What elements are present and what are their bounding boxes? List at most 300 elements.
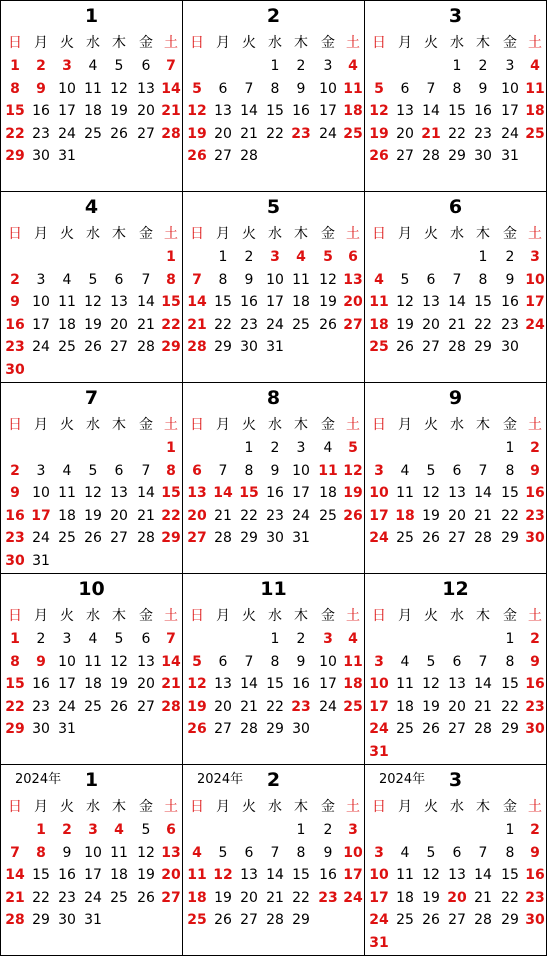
day-cell: 22 <box>292 889 310 906</box>
day-cell: 28 <box>161 125 181 142</box>
month-panel <box>183 574 365 765</box>
day-cell: 23 <box>5 339 25 356</box>
weekday-label: 水 <box>268 417 282 433</box>
day-cell: 10 <box>319 80 337 97</box>
weekday-label: 月 <box>398 35 412 51</box>
weekday-label: 土 <box>528 799 542 815</box>
day-cell: 27 <box>448 721 466 738</box>
day-cell: 11 <box>318 462 338 479</box>
day-cell: 21 <box>240 698 258 715</box>
weekday-label: 土 <box>164 226 178 242</box>
day-cell: 9 <box>296 653 306 670</box>
day-cell: 25 <box>84 698 102 715</box>
weekday-label: 金 <box>139 799 153 815</box>
day-cell: 16 <box>525 867 545 884</box>
month-panel <box>365 765 547 956</box>
day-cell: 27 <box>214 721 232 738</box>
weekday-label: 木 <box>294 799 308 815</box>
day-cell: 22 <box>240 507 258 524</box>
day-cell: 2 <box>296 631 306 647</box>
day-cell: 29 <box>32 912 50 929</box>
weekday-label: 金 <box>139 226 153 242</box>
day-cell: 24 <box>32 339 50 356</box>
day-cell: 15 <box>501 867 519 884</box>
weekday-label: 土 <box>528 608 542 624</box>
weekday-label: 日 <box>372 608 386 624</box>
day-cell: 7 <box>218 462 228 479</box>
day-cell: 23 <box>240 316 258 333</box>
day-cell: 6 <box>244 844 254 861</box>
day-cell: 5 <box>192 653 202 670</box>
day-cell: 18 <box>84 676 102 693</box>
day-cell: 23 <box>525 889 545 906</box>
day-cell: 7 <box>478 844 488 861</box>
day-grid <box>365 819 547 955</box>
day-cell: 26 <box>319 316 337 333</box>
weekday-label: 水 <box>86 417 100 433</box>
day-cell: 17 <box>343 867 363 884</box>
day-cell: 8 <box>166 462 176 479</box>
day-cell: 18 <box>84 103 102 120</box>
day-cell: 10 <box>32 485 50 502</box>
day-cell: 16 <box>525 676 545 693</box>
day-cell: 18 <box>58 507 76 524</box>
day-cell: 18 <box>343 676 363 693</box>
weekday-label: 月 <box>34 226 48 242</box>
day-cell: 12 <box>110 653 128 670</box>
day-cell: 1 <box>452 58 462 74</box>
day-cell: 26 <box>137 889 155 906</box>
day-cell: 1 <box>505 822 515 838</box>
day-cell: 23 <box>5 530 25 547</box>
month-number: 2 <box>266 5 281 27</box>
weekday-label: 火 <box>424 35 438 51</box>
weekday-label: 金 <box>139 417 153 433</box>
day-cell: 11 <box>84 653 102 670</box>
weekday-label: 土 <box>528 226 542 242</box>
day-cell: 3 <box>36 271 46 288</box>
day-cell: 9 <box>296 80 306 97</box>
day-cell: 8 <box>10 80 20 97</box>
day-cell: 26 <box>187 721 207 738</box>
weekday-label: 月 <box>34 799 48 815</box>
weekday-label: 金 <box>139 35 153 51</box>
day-cell: 14 <box>137 294 155 311</box>
day-cell: 3 <box>374 462 384 479</box>
day-cell: 20 <box>422 316 440 333</box>
day-cell: 28 <box>187 339 207 356</box>
day-cell: 31 <box>369 935 389 951</box>
weekday-label: 日 <box>8 35 22 51</box>
day-cell: 13 <box>110 294 128 311</box>
weekday-header <box>183 414 365 436</box>
weekday-label: 月 <box>34 608 48 624</box>
day-cell: 22 <box>501 698 519 715</box>
day-cell: 15 <box>266 103 284 120</box>
month-panel <box>1 1 183 192</box>
day-cell: 28 <box>5 912 25 929</box>
month-number: 5 <box>266 196 281 218</box>
month-panel <box>183 383 365 574</box>
day-cell: 30 <box>474 148 492 165</box>
day-cell: 21 <box>161 676 181 693</box>
day-cell: 29 <box>292 912 310 929</box>
day-cell: 8 <box>36 844 46 861</box>
day-cell: 5 <box>426 462 436 479</box>
day-cell: 31 <box>84 912 102 929</box>
day-cell: 11 <box>396 867 414 884</box>
weekday-label: 火 <box>60 226 74 242</box>
day-cell: 3 <box>62 631 72 647</box>
day-cell: 17 <box>84 867 102 884</box>
day-cell: 14 <box>213 485 233 502</box>
weekday-label: 金 <box>503 799 517 815</box>
day-cell: 4 <box>296 249 306 265</box>
day-cell: 8 <box>166 271 176 288</box>
weekday-label: 水 <box>86 799 100 815</box>
day-grid <box>183 819 365 955</box>
day-cell: 7 <box>270 844 280 861</box>
day-cell: 24 <box>343 889 363 906</box>
day-cell: 30 <box>292 721 310 738</box>
day-cell: 6 <box>218 653 228 670</box>
day-cell: 12 <box>84 294 102 311</box>
day-cell: 10 <box>369 676 389 693</box>
day-cell: 3 <box>62 58 72 74</box>
month-number: 11 <box>260 578 287 600</box>
day-cell: 3 <box>88 822 98 838</box>
day-cell: 14 <box>474 485 492 502</box>
day-cell: 30 <box>5 362 25 378</box>
day-cell: 25 <box>369 339 389 356</box>
day-cell: 9 <box>270 462 280 479</box>
day-cell: 1 <box>36 822 46 838</box>
day-cell: 10 <box>58 653 76 670</box>
day-cell: 1 <box>505 440 515 456</box>
weekday-label: 月 <box>216 608 230 624</box>
day-cell: 24 <box>501 125 519 142</box>
month-number: 4 <box>84 196 99 218</box>
day-cell: 10 <box>369 485 389 502</box>
day-cell: 7 <box>244 80 254 97</box>
day-cell: 3 <box>296 440 306 456</box>
day-cell: 11 <box>343 653 363 670</box>
day-cell: 30 <box>240 339 258 356</box>
day-cell: 7 <box>10 844 20 861</box>
day-cell: 20 <box>161 867 181 884</box>
day-cell: 5 <box>374 80 384 97</box>
day-cell: 16 <box>58 867 76 884</box>
day-cell: 20 <box>448 507 466 524</box>
day-cell: 13 <box>110 485 128 502</box>
day-cell: 8 <box>452 80 462 97</box>
day-cell: 27 <box>422 339 440 356</box>
day-cell: 5 <box>114 631 124 647</box>
weekday-label: 火 <box>424 799 438 815</box>
day-cell: 7 <box>426 80 436 97</box>
day-cell: 27 <box>187 530 207 547</box>
day-cell: 19 <box>369 125 389 142</box>
day-cell: 9 <box>10 294 20 311</box>
day-cell: 14 <box>187 294 207 311</box>
weekday-header <box>183 32 365 54</box>
day-cell: 25 <box>292 316 310 333</box>
day-cell: 28 <box>240 148 258 165</box>
day-cell: 14 <box>240 103 258 120</box>
day-cell: 29 <box>161 339 181 356</box>
weekday-label: 土 <box>164 35 178 51</box>
weekday-label: 月 <box>34 417 48 433</box>
day-cell: 12 <box>213 867 233 884</box>
day-cell: 12 <box>422 867 440 884</box>
day-cell: 10 <box>84 844 102 861</box>
weekday-label: 土 <box>164 417 178 433</box>
weekday-label: 火 <box>242 608 256 624</box>
month-panel <box>183 1 365 192</box>
day-cell: 11 <box>369 294 389 311</box>
day-cell: 6 <box>141 58 151 74</box>
day-cell: 10 <box>292 462 310 479</box>
day-cell: 5 <box>192 80 202 97</box>
day-cell: 7 <box>141 271 151 288</box>
weekday-label: 木 <box>294 35 308 51</box>
weekday-label: 日 <box>372 417 386 433</box>
weekday-label: 水 <box>86 35 100 51</box>
day-cell: 22 <box>501 889 519 906</box>
day-cell: 16 <box>266 485 284 502</box>
day-cell: 8 <box>478 271 488 288</box>
month-panel <box>1 192 183 383</box>
weekday-label: 日 <box>8 608 22 624</box>
weekday-label: 火 <box>424 226 438 242</box>
day-cell: 18 <box>58 316 76 333</box>
day-cell: 24 <box>525 316 545 333</box>
day-cell: 21 <box>474 507 492 524</box>
day-cell: 8 <box>505 462 515 479</box>
day-cell: 4 <box>400 844 410 861</box>
year-label: 2024年 <box>15 772 62 787</box>
day-cell: 11 <box>396 485 414 502</box>
day-cell: 23 <box>525 698 545 715</box>
day-cell: 28 <box>422 148 440 165</box>
day-cell: 15 <box>161 294 181 311</box>
day-cell: 8 <box>270 80 280 97</box>
weekday-label: 日 <box>190 226 204 242</box>
day-cell: 6 <box>452 462 462 479</box>
day-cell: 23 <box>32 698 50 715</box>
day-cell: 19 <box>396 316 414 333</box>
month-panel <box>183 765 365 956</box>
day-cell: 13 <box>137 653 155 670</box>
day-cell: 12 <box>187 103 207 120</box>
day-cell: 14 <box>448 294 466 311</box>
day-cell: 4 <box>88 631 98 647</box>
weekday-label: 木 <box>112 417 126 433</box>
weekday-label: 金 <box>321 608 335 624</box>
day-cell: 1 <box>270 631 280 647</box>
year-label: 2024年 <box>197 772 244 787</box>
weekday-label: 土 <box>528 35 542 51</box>
day-cell: 3 <box>36 462 46 479</box>
day-cell: 27 <box>396 148 414 165</box>
day-cell: 4 <box>530 58 540 74</box>
day-cell: 8 <box>218 271 228 288</box>
day-cell: 19 <box>137 867 155 884</box>
day-cell: 1 <box>505 631 515 647</box>
weekday-label: 水 <box>450 417 464 433</box>
day-cell: 3 <box>348 822 358 838</box>
day-cell: 7 <box>141 462 151 479</box>
weekday-header <box>365 414 547 436</box>
weekday-label: 木 <box>476 226 490 242</box>
day-cell: 9 <box>530 653 540 670</box>
day-cell: 30 <box>525 530 545 547</box>
day-cell: 24 <box>369 721 389 738</box>
day-cell: 21 <box>474 698 492 715</box>
day-cell: 12 <box>110 80 128 97</box>
weekday-header <box>1 796 183 818</box>
day-cell: 12 <box>319 271 337 288</box>
day-cell: 19 <box>422 698 440 715</box>
day-cell: 23 <box>266 507 284 524</box>
day-cell: 28 <box>474 530 492 547</box>
month-panel <box>1 383 183 574</box>
weekday-label: 木 <box>112 35 126 51</box>
weekday-label: 木 <box>112 608 126 624</box>
day-cell: 2 <box>10 462 20 479</box>
day-grid <box>365 628 547 764</box>
day-cell: 16 <box>474 103 492 120</box>
day-cell: 5 <box>88 462 98 479</box>
weekday-header <box>365 605 547 627</box>
day-cell: 3 <box>323 58 333 74</box>
day-cell: 6 <box>452 844 462 861</box>
weekday-label: 水 <box>268 608 282 624</box>
weekday-label: 月 <box>398 608 412 624</box>
day-cell: 20 <box>110 507 128 524</box>
day-cell: 2 <box>296 58 306 74</box>
day-cell: 9 <box>478 80 488 97</box>
day-cell: 17 <box>31 507 51 524</box>
day-cell: 8 <box>244 462 254 479</box>
weekday-header <box>183 223 365 245</box>
day-cell: 4 <box>400 653 410 670</box>
day-cell: 11 <box>58 294 76 311</box>
day-cell: 5 <box>426 653 436 670</box>
day-cell: 27 <box>343 316 363 333</box>
day-cell: 20 <box>137 103 155 120</box>
day-cell: 22 <box>266 125 284 142</box>
day-cell: 31 <box>369 744 389 760</box>
weekday-label: 土 <box>346 417 360 433</box>
day-cell: 11 <box>58 485 76 502</box>
day-cell: 27 <box>448 530 466 547</box>
day-cell: 21 <box>448 316 466 333</box>
month-number: 7 <box>84 387 99 409</box>
day-cell: 22 <box>214 316 232 333</box>
day-cell: 23 <box>291 125 311 142</box>
day-cell: 19 <box>422 889 440 906</box>
weekday-label: 水 <box>450 35 464 51</box>
day-cell: 7 <box>166 631 176 647</box>
weekday-label: 水 <box>268 226 282 242</box>
day-cell: 30 <box>32 721 50 738</box>
day-cell: 28 <box>137 530 155 547</box>
day-cell: 25 <box>525 125 545 142</box>
weekday-label: 水 <box>450 799 464 815</box>
weekday-label: 火 <box>242 226 256 242</box>
weekday-label: 木 <box>112 226 126 242</box>
weekday-label: 水 <box>268 35 282 51</box>
day-cell: 21 <box>187 316 207 333</box>
day-cell: 6 <box>141 631 151 647</box>
day-cell: 26 <box>84 339 102 356</box>
weekday-header <box>1 605 183 627</box>
day-cell: 11 <box>110 844 128 861</box>
day-cell: 8 <box>505 844 515 861</box>
day-cell: 10 <box>369 867 389 884</box>
day-cell: 4 <box>348 631 358 647</box>
day-cell: 24 <box>319 698 337 715</box>
weekday-label: 日 <box>372 799 386 815</box>
day-cell: 29 <box>214 339 232 356</box>
month-number: 10 <box>78 578 105 600</box>
year-label: 2024年 <box>379 772 426 787</box>
day-cell: 25 <box>396 530 414 547</box>
day-grid <box>1 628 183 764</box>
day-cell: 22 <box>501 507 519 524</box>
day-cell: 5 <box>114 58 124 74</box>
weekday-label: 月 <box>216 417 230 433</box>
day-cell: 27 <box>110 530 128 547</box>
day-cell: 12 <box>422 485 440 502</box>
day-cell: 6 <box>348 249 358 265</box>
day-cell: 23 <box>318 889 338 906</box>
weekday-label: 日 <box>8 417 22 433</box>
day-cell: 29 <box>501 912 519 929</box>
weekday-label: 火 <box>242 799 256 815</box>
day-cell: 28 <box>474 721 492 738</box>
day-cell: 16 <box>5 507 25 524</box>
day-cell: 2 <box>478 58 488 74</box>
day-cell: 2 <box>10 271 20 288</box>
day-grid <box>1 819 183 955</box>
month-number: 1 <box>84 5 99 27</box>
day-cell: 13 <box>448 676 466 693</box>
day-cell: 3 <box>505 58 515 74</box>
day-cell: 31 <box>501 148 519 165</box>
day-cell: 31 <box>266 339 284 356</box>
day-cell: 14 <box>161 80 181 97</box>
day-cell: 2 <box>244 249 254 265</box>
weekday-label: 月 <box>216 35 230 51</box>
day-cell: 12 <box>396 294 414 311</box>
day-cell: 5 <box>141 822 151 838</box>
day-cell: 10 <box>32 294 50 311</box>
day-cell: 18 <box>395 507 415 524</box>
weekday-label: 金 <box>321 799 335 815</box>
day-cell: 29 <box>501 530 519 547</box>
day-cell: 26 <box>369 148 389 165</box>
day-cell: 30 <box>525 912 545 929</box>
day-cell: 21 <box>161 103 181 120</box>
day-cell: 25 <box>84 125 102 142</box>
weekday-label: 火 <box>424 608 438 624</box>
day-cell: 20 <box>396 125 414 142</box>
day-cell: 6 <box>218 80 228 97</box>
day-cell: 20 <box>343 294 363 311</box>
day-cell: 10 <box>525 271 545 288</box>
